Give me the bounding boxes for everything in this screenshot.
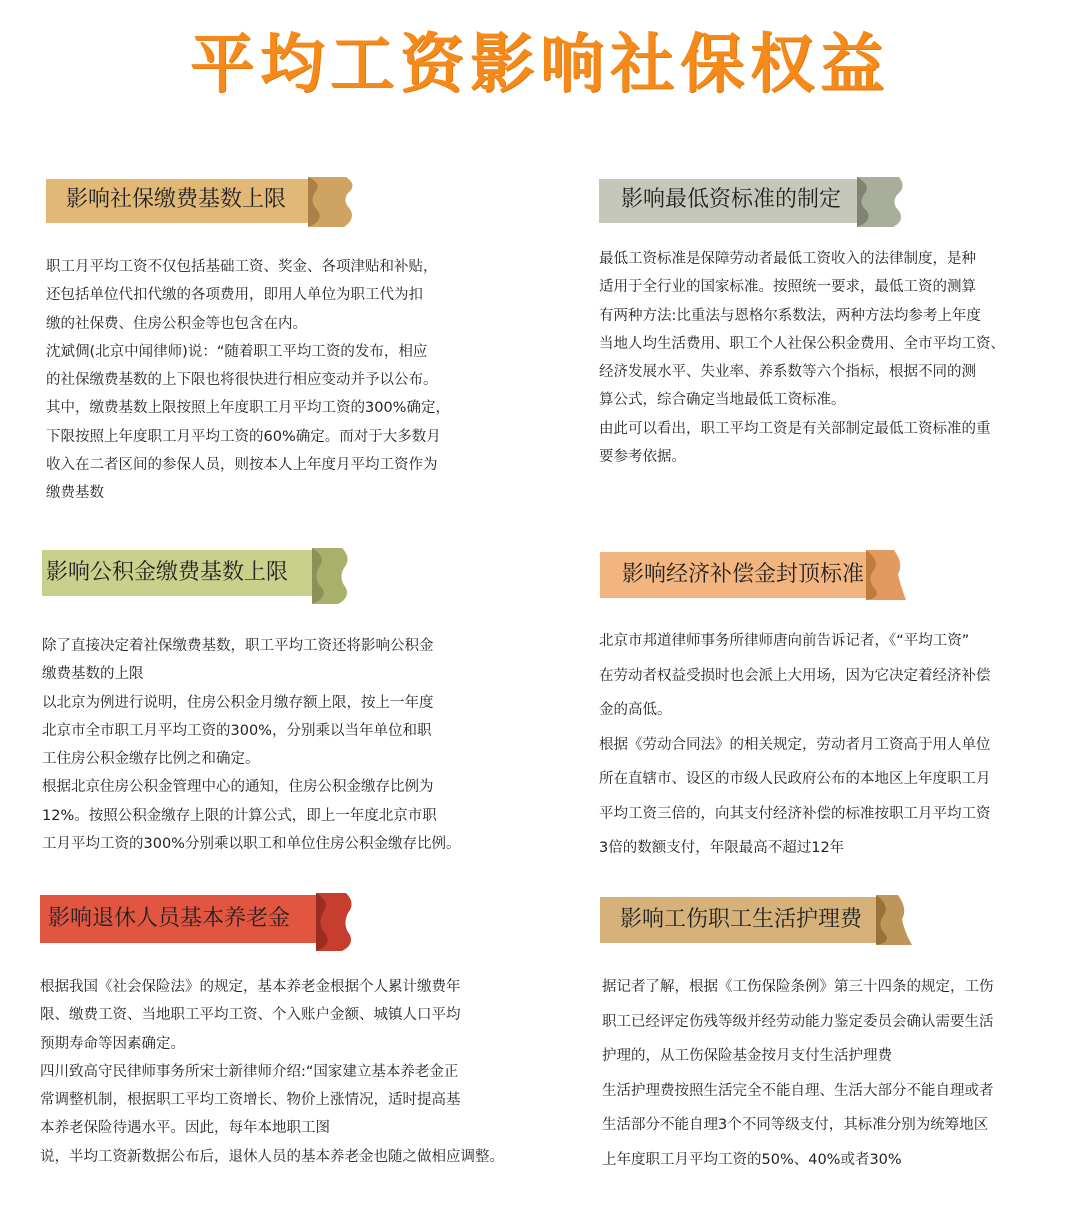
- text-line: 平均工资三倍的，向其支付经济补偿的标准按职工月平均工资: [599, 805, 991, 822]
- text-line: 3倍的数额支付，年限最高不超过12年: [599, 840, 845, 856]
- text-line: 要参考依据。: [599, 449, 686, 466]
- banner-housing-fund-cap: [42, 548, 352, 598]
- text-line: 护理的，从工伤保险基金按月支付生活护理费: [602, 1048, 892, 1064]
- text-line: 当地人均生活费用、职工个人社保公积金费用、全市平均工资、: [599, 335, 1005, 352]
- text-line: 除了直接决定着社保缴费基数，职工平均工资还将影响公积金: [42, 638, 434, 654]
- text-line: 由此可以看出，职工平均工资是有关部制定最低工资标准的重: [599, 420, 991, 437]
- text-line: 上年度职工月平均工资的50%、40%或者30%: [602, 1151, 902, 1168]
- text-line: 四川致高守民律师事务所宋士新律师介绍:“国家建立基本养老金正: [40, 1063, 459, 1080]
- page-title: 平均工资影响社保权益: [190, 28, 890, 102]
- text-line: 限、缴费工资、当地职工平均工资、个入账户金额、城镇人口平均: [40, 1007, 461, 1024]
- text-line: 缴费基数的上限: [42, 666, 144, 683]
- text-line: 说，半均工资新数据公布后，退休人员的基本养老金也随之做相应调整。: [40, 1148, 504, 1165]
- section-heading: 影响最低资标准的制定: [621, 187, 842, 212]
- text-line: 沈斌倜(北京中闻律师)说：“随着职工平均工资的发布，相应: [46, 343, 428, 360]
- text-line: 根据北京住房公积金管理中心的通知，住房公积金缴存比例为: [42, 779, 434, 796]
- text-line: 北京市邦道律师事务所律师唐向前告诉记者，《“平均工资”: [599, 633, 970, 649]
- text-line: 适用于全行业的国家标准。按照统一要求，最低工资的测算: [599, 279, 976, 296]
- text-line: 本养老保险待遇水平。因此，每年本地职工图: [40, 1120, 330, 1137]
- text-line: 下限按照上年度职工月平均工资的60%确定。而对于大多数月: [46, 428, 441, 445]
- text-line: 据记者了解，根据《工伤保险条例》第三十四条的规定，工伤: [602, 979, 994, 995]
- text-line: 算公式，综合确定当地最低工资标准。: [599, 392, 846, 409]
- text-line: 预期寿命等因素确定。: [40, 1035, 185, 1052]
- text-line: 经济发展水平、失业率、养系数等六个指标，根据不同的测: [599, 364, 976, 381]
- text-line: 最低工资标准是保障劳动者最低工资收入的法律制度，是种: [599, 251, 976, 267]
- banner-minimum-wage: [599, 177, 909, 227]
- section-body-nursing-fee: [602, 970, 994, 1177]
- text-line: 职工已经评定伤残等级并经劳动能力鉴定委员会确认需要生活: [602, 1013, 994, 1030]
- section-body-compensation-cap: [599, 624, 991, 866]
- section-heading: 影响工伤职工生活护理费: [620, 907, 863, 932]
- text-line: 职工月平均工资不仅包括基础工资、奖金、各项津贴和补贴，: [46, 259, 438, 275]
- text-line: 收入在二者区间的参保人员，则按本人上年度月平均工资作为: [46, 457, 438, 474]
- text-line: 金的高低。: [599, 702, 672, 718]
- text-line: 缴的社保费、住房公积金等也包含在内。: [46, 315, 307, 332]
- text-line: 还包括单位代扣代缴的各项费用，即用人单位为职工代为扣: [46, 287, 423, 304]
- section-heading: 影响社保缴费基数上限: [66, 187, 287, 212]
- text-line: 在劳动者权益受损时也会派上大用场，因为它决定着经济补偿: [599, 667, 991, 684]
- text-line: 生活部分不能自理3个不同等级支付，其标准分别为统筹地区: [602, 1117, 989, 1133]
- text-line: 12%。按照公积金缴存上限的计算公式，即上一年度北京市职: [42, 807, 437, 824]
- banner-nursing-fee: [600, 895, 920, 945]
- text-line: 根据我国《社会保险法》的规定，基本养老金根据个人累计缴费年: [40, 979, 461, 995]
- text-line: 根据《劳动合同法》的相关规定，劳动者月工资高于用人单位: [599, 736, 991, 753]
- text-line: 缴费基数: [46, 485, 104, 502]
- section-heading: 影响退休人员基本养老金: [48, 906, 291, 931]
- banner-social-security-cap: [46, 177, 356, 227]
- banner-pension: [40, 893, 360, 943]
- text-line: 北京市全市职工月平均工资的300%，分别乘以当年单位和职: [42, 722, 432, 739]
- section-body-minimum-wage: [599, 245, 1005, 471]
- banner-compensation-cap: [600, 550, 910, 600]
- text-line: 工住房公积金缴存比例之和确定。: [42, 751, 260, 768]
- text-line: 所在直辖市、设区的市级人民政府公布的本地区上年度职工月: [599, 771, 991, 787]
- text-line: 其中，缴费基数上限按照上年度职工月平均工资的300%确定，: [46, 400, 450, 417]
- text-line: 工月平均工资的300%分别乘以职工和单位住房公积金缴存比例。: [42, 836, 461, 853]
- section-heading: 影响公积金缴费基数上限: [46, 560, 289, 585]
- section-body-pension: [40, 973, 504, 1171]
- text-line: 常调整机制，根据职工平均工资增长、物价上涨情况，适时提高基: [40, 1092, 461, 1109]
- text-line: 的社保缴费基数的上下限也将很快进行相应变动并予以公布。: [46, 372, 438, 389]
- text-line: 有两种方法:比重法与恩格尔系数法，两种方法均参考上年度: [599, 307, 981, 324]
- text-line: 生活护理费按照生活完全不能自理、生活大部分不能自理或者: [602, 1082, 994, 1099]
- section-heading: 影响经济补偿金封顶标准: [622, 562, 865, 587]
- section-body-housing-fund-cap: [42, 632, 460, 858]
- section-body-social-security-cap: [46, 253, 450, 508]
- text-line: 以北京为例进行说明，住房公积金月缴存额上限，按上一年度: [42, 694, 434, 711]
